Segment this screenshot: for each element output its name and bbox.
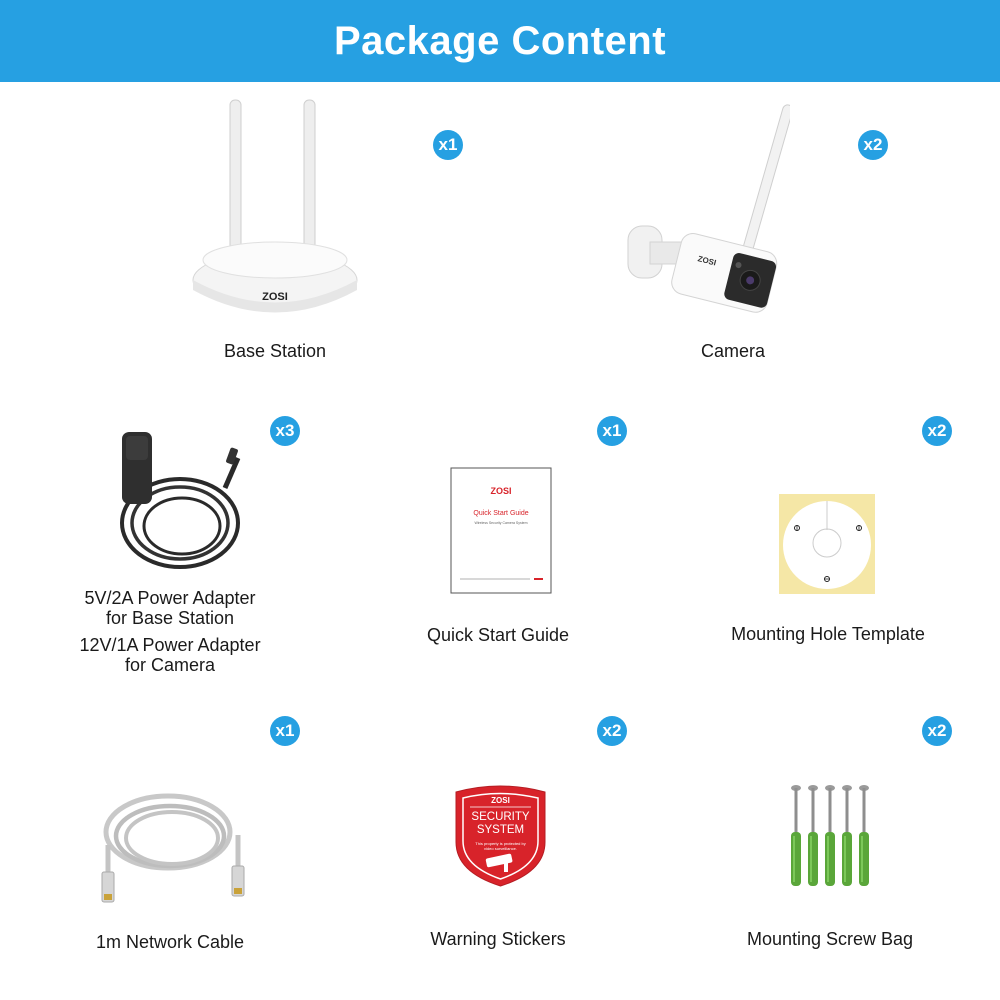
manual-icon [450,467,552,595]
sticker-note2-text: video surveillance. [484,846,517,851]
qty-badge: x1 [597,416,627,446]
item-label-line: for Base Station [105,608,235,628]
qty-badge: x2 [858,130,888,160]
screw-bag-icon [784,782,872,890]
guide-brand-text: ZOSI [490,486,512,496]
camera-brand-text: ZOSI [696,254,718,268]
router-brand-text: ZOSI [262,291,288,303]
sticker-line2-text: SYSTEM [476,824,525,836]
qty-badge: x2 [922,416,952,446]
router-icon [185,95,365,320]
item-label: Mounting Screw Bag [746,929,914,949]
qty-badge: x1 [433,130,463,160]
page-title: Package Content [333,18,667,63]
bullet-camera-icon [620,100,790,325]
item-label-line: 12V/1A Power Adapter [79,635,261,655]
item-label: Base Station [223,341,327,361]
sticker-line1-text: SECURITY [471,811,530,823]
template-icon [779,494,875,594]
item-label: Warning Stickers [430,929,566,949]
qty-badge: x1 [270,716,300,746]
qty-badge: x2 [597,716,627,746]
item-label-line: 5V/2A Power Adapter [84,588,256,608]
qty-badge: x3 [270,416,300,446]
header-banner [0,0,1000,82]
item-label: 1m Network Cable [95,932,245,952]
sticker-brand-text: ZOSI [491,796,510,805]
sticker-note1-text: This property is protected by [475,841,526,846]
item-label: Camera [700,341,766,361]
power-adapter-icon [110,428,250,578]
guide-title-text: Quick Start Guide [473,510,529,517]
item-label: Mounting Hole Template [731,624,925,644]
qty-badge: x2 [922,716,952,746]
item-label-line: for Camera [124,655,216,675]
item-label: Quick Start Guide [426,625,570,645]
warning-sticker-icon [452,784,549,888]
guide-subtitle-text: Wireless Security Camera System [474,521,528,525]
network-cable-icon [98,790,248,908]
